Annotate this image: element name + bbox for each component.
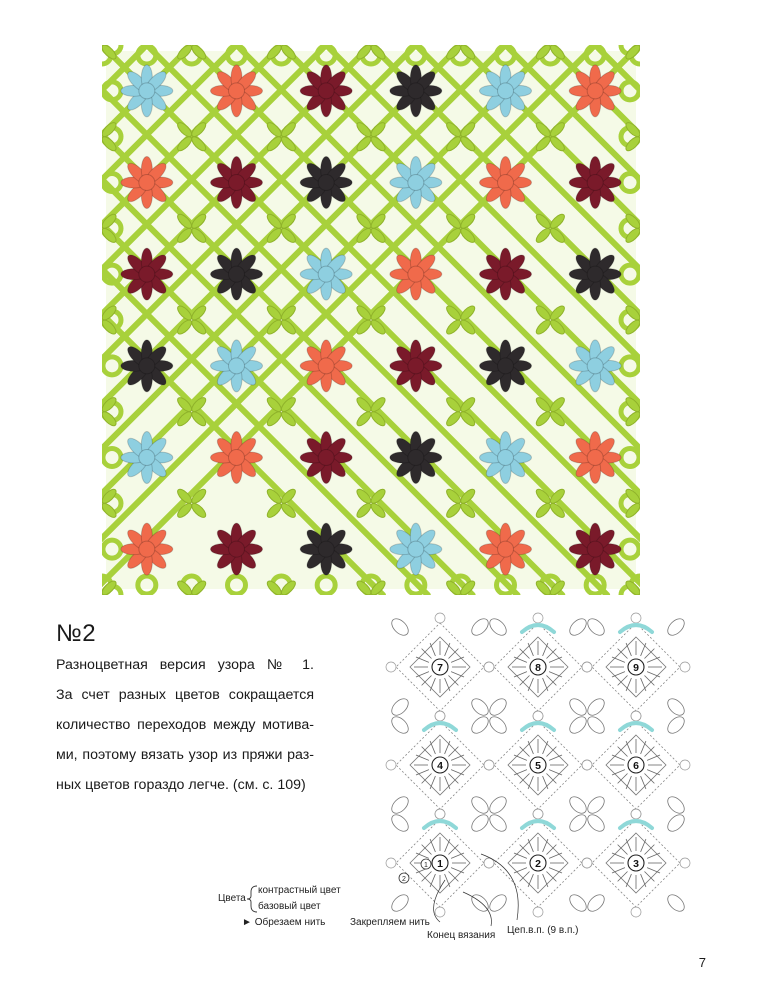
- contrast-color-marker: [620, 723, 652, 730]
- contrast-color-marker: [522, 625, 554, 632]
- description-line: ных цветов гораздо легче. (см. с. 109): [56, 777, 306, 793]
- crochet-swatch-photo: [102, 45, 640, 595]
- description-line: количество переходов между мотива-: [56, 717, 314, 733]
- color-motif: [390, 432, 442, 484]
- color-motif: [569, 340, 621, 392]
- contrast-color-marker: [522, 723, 554, 730]
- motif-number: 2: [535, 857, 541, 870]
- contrast-color-marker: [424, 723, 456, 730]
- color-motif: [480, 523, 532, 575]
- color-motif: [211, 340, 263, 392]
- color-motif: [480, 65, 532, 117]
- motif-number: 7: [437, 661, 443, 674]
- color-motif: [569, 523, 621, 575]
- color-motif: [300, 523, 352, 575]
- pattern-description: [56, 650, 314, 800]
- legend-cut-yarn: [242, 917, 325, 928]
- description-line: За счет разных цветов сокращается: [56, 687, 314, 703]
- legend-colors-label: Цвета: [218, 893, 246, 904]
- legend-contrast-color: контрастный цвет: [258, 885, 341, 896]
- motif-number: 3: [633, 857, 639, 870]
- motif-number: 5: [535, 759, 541, 772]
- color-motif: [569, 65, 621, 117]
- legend-chain-note: Цеп.в.п. (9 в.п.): [507, 925, 579, 936]
- color-motif: [121, 340, 173, 392]
- color-motif: [480, 157, 532, 209]
- description-line: Разноцветная версия узора № 1.: [56, 657, 314, 673]
- color-motif: [211, 157, 263, 209]
- color-motif: [390, 340, 442, 392]
- contrast-color-marker: [522, 821, 554, 828]
- color-motif: [569, 432, 621, 484]
- color-motif: [480, 340, 532, 392]
- row-marker: 1: [424, 862, 428, 869]
- color-motif: [390, 248, 442, 300]
- contrast-color-marker: [620, 625, 652, 632]
- color-motif: [121, 65, 173, 117]
- color-motif: [480, 432, 532, 484]
- legend-brace-icon: [245, 884, 259, 914]
- legend-fasten-yarn: Закрепляем нить: [350, 917, 430, 928]
- row-marker: 2: [402, 876, 406, 883]
- color-motif: [300, 432, 352, 484]
- motif-number: 8: [535, 661, 541, 674]
- color-motif: [211, 432, 263, 484]
- motif-number: 6: [633, 759, 639, 772]
- color-motif: [121, 248, 173, 300]
- motif-number: 9: [633, 661, 639, 674]
- color-motif: [300, 340, 352, 392]
- color-motif: [211, 523, 263, 575]
- color-motif: [300, 248, 352, 300]
- color-motif: [480, 248, 532, 300]
- description-line: ми, поэтому вязать узор из пряжи раз-: [56, 747, 314, 763]
- legend-end-of-work: Конец вязания: [427, 930, 496, 941]
- color-motif: [121, 523, 173, 575]
- color-motif: [569, 248, 621, 300]
- color-motif: [121, 157, 173, 209]
- color-motif: [300, 65, 352, 117]
- color-motif: [211, 65, 263, 117]
- color-motif: [300, 157, 352, 209]
- legend-cut-yarn-label: Обрезаем нить: [254, 917, 326, 928]
- pattern-number: №2: [56, 620, 97, 647]
- color-motif: [211, 248, 263, 300]
- color-motif: [390, 65, 442, 117]
- color-motif: [390, 523, 442, 575]
- color-motif: [121, 432, 173, 484]
- crochet-chart: [385, 610, 697, 940]
- motif-number: 4: [437, 759, 443, 772]
- legend-base-color: базовый цвет: [258, 901, 321, 912]
- contrast-color-marker: [620, 821, 652, 828]
- cut-yarn-icon: ►: [242, 917, 252, 928]
- contrast-color-marker: [424, 821, 456, 828]
- color-motif: [390, 157, 442, 209]
- color-motif: [569, 157, 621, 209]
- motif-number: 1: [437, 857, 443, 870]
- page-number: 7: [698, 955, 706, 970]
